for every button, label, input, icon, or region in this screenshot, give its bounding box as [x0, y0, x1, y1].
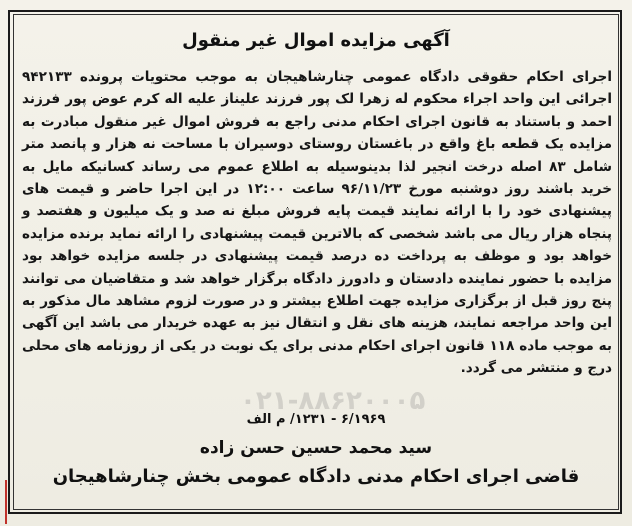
notice-title: آگهی مزایده اموال غیر منقول — [182, 30, 450, 51]
signer-name: سید محمد حسین حسن زاده — [199, 438, 433, 458]
notice-body: اجرای احکام حقوقی دادگاه عمومی چنارشاهیجان به موجب محتویات پرونده ۹۴۲۱۳۳ اجرائی این واحد اجراء محکوم له زهرا لک پور فرزند علیناز علیه اله کرم عوض پور فرزند احمد و باستناد به قانون اجرای احکام مدنی راجع به فروش اموال غیر منقول مبادرت به مزایده یک قطعه باغ واقع در باغستان روستای دوسیران با مساحت نه هزار و پانصد متر شامل ۸۳ اصله درخت انجیر لذا بدینوسیله به اطلاع عموم می رساند کسانیکه مایل به خرید باشند روز دوشنبه مورخ ۹۶/۱۱/۲۳ ساعت ۱۲:۰۰ در این اجرا حاضر و قیمت های پیشنهادی خود را با ارائه نمایند قیمت پایه فروش مبلغ نه صد و یک میلیون و هفتصد و پنجاه هزار ریال می باشد شخصی که بالاترین قیمت پیشنهادی را ارائه نماید برنده مزایده خواهد بود و موظف به پرداخت ده درصد قیمت پیشنهادی در جلسه مزایده خواهد بود مزایده با حضور نماینده دادستان و دادورز دادگاه برگزار خواهد شد و متقاضیان می توانند پنج روز قبل از برگزاری مزایده جهت اطلاع بیشتر و در صورت لزوم مشاهد مال مذکور به این واحد مراجعه نمایند، هزینه های نقل و انتقال نیز به عهده خریدار می باشد این آگهی به موجب ماده ۱۱۸ قانون اجرای احکام مدنی برای یک نوبت در یکی از روزنامه های محلی درج و منتشر می گردد. — [22, 69, 612, 377]
signer-title: قاضی اجرای احکام مدنی دادگاه عمومی بخش چنارشاهیجان — [52, 466, 580, 487]
red-margin-mark — [5, 480, 7, 524]
phone-watermark: ۰۲۱-۸۸۶۲۰۰۰۵ — [240, 386, 426, 416]
reference-number: ۶/۱۹۶۹ - ۱۲۳۱/ م الف — [246, 412, 386, 427]
